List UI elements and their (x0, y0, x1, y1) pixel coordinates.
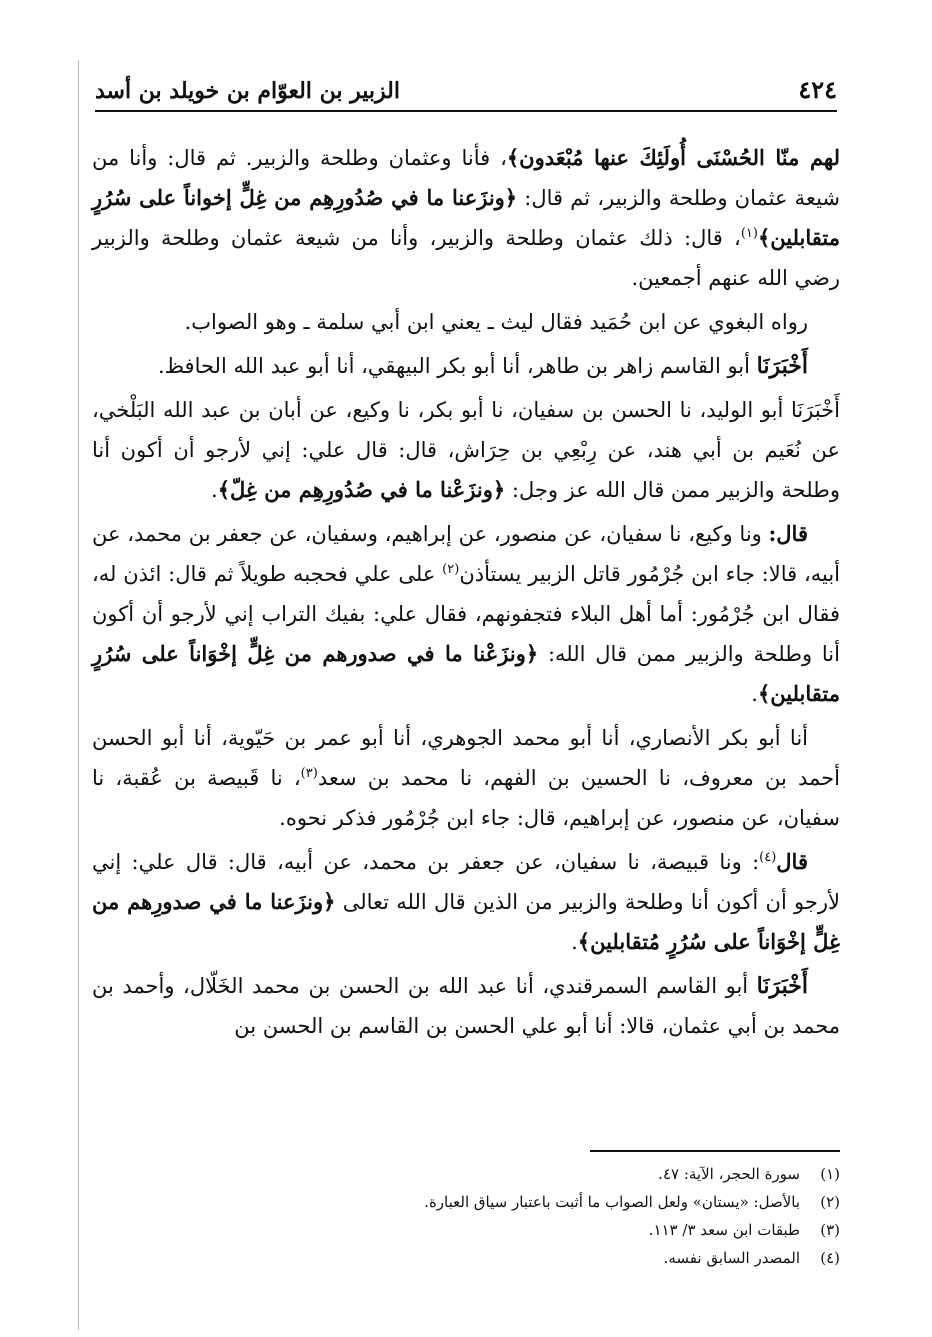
text-run: أَخْبَرَنَا أبو الوليد، نا الحسن بن سفيان، نا أبو بكر، نا وكيع، عن أبان بن عبد الله البَلْخي، عن نُعَيم بن أبي هند، عن رِبْعِي بن حِرَاش، قال: قال علي: إني لأرجو أن أكون أنا وطلحة والزبير ممن قال الله عز وجل: (92, 398, 840, 502)
page-edge-rule (78, 60, 79, 1330)
paragraph (92, 718, 840, 838)
text-run: أبو القاسم زاهر بن طاهر، أنا أبو بكر البيهقي، أنا أبو عبد الله الحافظ. (157, 354, 757, 378)
text-run: ، فأنا وعثمان وطلحة والزبير. ثم قال: وأنا من شيعة عثمان وطلحة والزبير، ثم قال: (92, 146, 840, 210)
text-run: ونا وكيع، نا سفيان، عن منصور، عن إبراهيم، وسفيان، عن جعفر بن محمد، عن أبيه، قالا: جاء ابن جُرْمُور قاتل الزبير يستأذن (92, 522, 840, 586)
footnote-item (92, 1216, 840, 1244)
text-run: . (751, 682, 758, 706)
footnote-number: (٣) (820, 1221, 840, 1239)
bold-text-run: ﴿ونزَعنا ما في صدورِهم من غِلٍّ إخْوَاناً على سُرُرٍ مُتقابلين﴾ (92, 889, 840, 954)
text-run: . (211, 478, 218, 502)
footnote-number: (٤) (820, 1249, 840, 1267)
bold-text-run: لهم منّا الحُسْنَى أُولَئِكَ عنها مُبْعَدون﴾ (506, 145, 840, 170)
text-run: ، نا قَبيصة بن عُقبة، نا سفيان، عن منصور، عن إبراهيم، قال: جاء ابن جُرْمُور فذكر نحوه. (92, 766, 840, 830)
footnote-text: طبقات ابن سعد ٣/ ١١٣. (648, 1221, 800, 1239)
footnote-number: (٢) (820, 1193, 840, 1211)
footnote-reference: (٤) (759, 850, 777, 865)
text-run: على علي فحجبه طويلاً ثم قال: ائذن له، فقال ابن جُرْمُور: أما أهل البلاء فتجفونهم، فقال علي: بفيك التراب إني لأرجو أن أكون أنا وطلحة والزبير ممن قال الله: (92, 562, 840, 666)
paragraph (92, 302, 840, 342)
footnote-divider (590, 1150, 840, 1152)
header-title: الزبير بن العوّام بن خويلد بن أسد (95, 78, 400, 104)
bold-text-run: ﴿ونزَعْنا ما في صُدُورِهِم من غِلّ﴾ (217, 477, 506, 502)
main-text (92, 138, 840, 1050)
bold-text-run: قال: (768, 521, 808, 546)
paragraph (92, 514, 840, 714)
bold-text-run: ﴿ونزَعنا ما في صُدُورِهِم من غِلٍّ إخواناً على سُرُرٍ متقابلين﴾ (92, 185, 840, 250)
footnote-item (92, 1160, 840, 1188)
bold-text-run: ﴿ونزَعْنا ما في صدورهم من غِلٍّ إخْوَاناً على سُرُرٍ متقابلين﴾ (92, 641, 840, 706)
footnote-reference: (٢) (442, 562, 460, 577)
footnotes (92, 1160, 840, 1272)
footnote-reference: (٣) (300, 766, 318, 781)
text-run: ، قال: ذلك عثمان وطلحة والزبير، وأنا من شيعة عثمان وطلحة والزبير رضي الله عنهم أجمعين. (92, 226, 840, 290)
text-run: أبو القاسم السمرقندي، أنا عبد الله بن الحسن بن محمد الخَلّال، وأحمد بن محمد بن أبي عثمان، قالا: أنا أبو علي الحسن بن القاسم بن الحسن بن (92, 974, 840, 1038)
footnote-reference: (١) (740, 226, 758, 241)
text-run: أنا أبو بكر الأنصاري، أنا أبو محمد الجوهري، أنا أبو عمر بن حَيّوية، أنا أبو الحسن أحمد بن معروف، نا الحسين بن الفهم، نا محمد بن سعد (92, 726, 840, 790)
paragraph (92, 966, 840, 1046)
page-number: ٤٢٤ (798, 75, 837, 104)
text-run: رواه البغوي عن ابن حُمَيد فقال ليث ـ يعني ابن أبي سلمة ـ وهو الصواب. (184, 310, 808, 334)
text-run: : ونا قبيصة، نا سفيان، عن جعفر بن محمد، عن أبيه، قال: قال علي: إني لأرجو أن أكون أنا وطلحة والزبير من الذين قال الله تعالى (92, 850, 841, 914)
paragraph (92, 138, 840, 298)
paragraph (92, 346, 840, 386)
footnote-text: بالأصل: «يستان» ولعل الصواب ما أثبت باعتبار سياق العبارة. (424, 1193, 800, 1211)
footnote-item (92, 1244, 840, 1272)
footnote-number: (١) (820, 1165, 840, 1183)
bold-text-run: أَخْبَرَنَا (756, 353, 808, 379)
paragraph (92, 842, 840, 962)
paragraph (92, 390, 840, 510)
footnote-text: المصدر السابق نفسه. (663, 1249, 800, 1267)
footnote-item (92, 1188, 840, 1216)
text-run: . (571, 930, 578, 954)
running-header (95, 64, 837, 112)
footnote-text: سورة الحجر، الآية: ٤٧. (658, 1165, 800, 1183)
bold-text-run: أَخْبَرَنَا (756, 973, 808, 999)
bold-text-run: قال (776, 849, 808, 874)
